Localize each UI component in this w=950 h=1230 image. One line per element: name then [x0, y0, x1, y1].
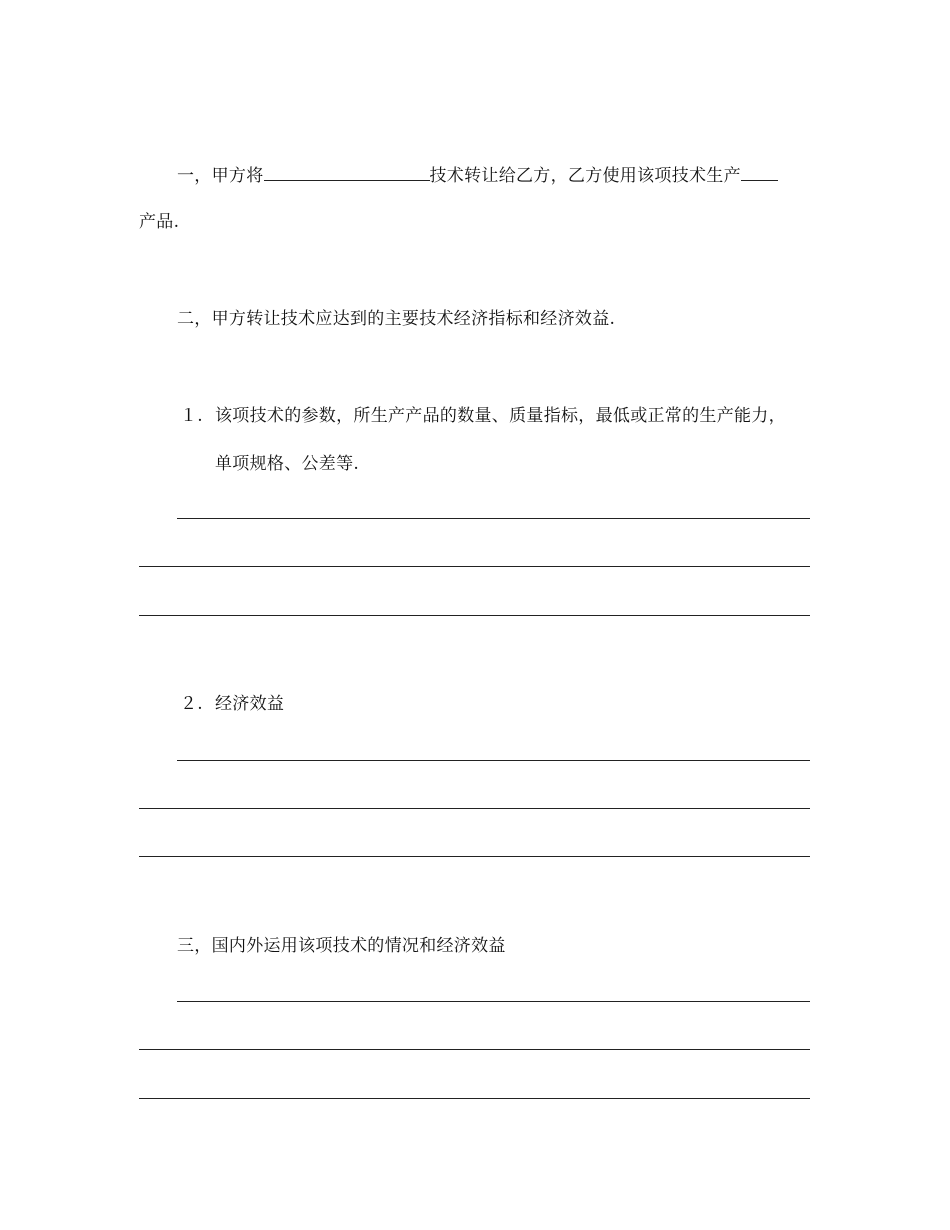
clause-three-heading: 三，国内外运用该项技术的情况和经济效益	[177, 936, 506, 956]
clause-one-line2: 产品.	[139, 212, 180, 232]
item-two-fill-line-1[interactable]	[177, 760, 810, 761]
clause-three-fill-line-1[interactable]	[177, 1001, 810, 1002]
technology-name-blank[interactable]	[264, 164, 430, 181]
clause-two-heading: 二，甲方转让技术应达到的主要技术经济指标和经济效益.	[177, 309, 616, 329]
item-one-fill-line-3[interactable]	[139, 615, 810, 616]
item-one-fill-line-2[interactable]	[139, 566, 810, 567]
item-one-fill-line-1[interactable]	[177, 518, 810, 519]
item-two-fill-line-2[interactable]	[139, 808, 810, 809]
clause-three-fill-line-2[interactable]	[139, 1049, 810, 1050]
clause-one-prefix: 一，甲方将	[177, 166, 264, 186]
item-one-text-line1: 该项技术的参数，所生产产品的数量、质量指标，最低或正常的生产能力，	[215, 406, 786, 426]
item-two-number: ２.	[180, 694, 204, 714]
item-one-number: １.	[180, 406, 204, 426]
clause-one-middle: 技术转让给乙方，乙方使用该项技术生产	[429, 166, 741, 186]
item-two-text: 经济效益	[215, 694, 285, 714]
clause-one-line1	[177, 164, 778, 186]
product-name-blank[interactable]	[741, 164, 778, 181]
clause-three-fill-line-3[interactable]	[139, 1098, 810, 1099]
item-one-text-line2: 单项规格、公差等.	[215, 454, 360, 474]
item-two-fill-line-3[interactable]	[139, 856, 810, 857]
